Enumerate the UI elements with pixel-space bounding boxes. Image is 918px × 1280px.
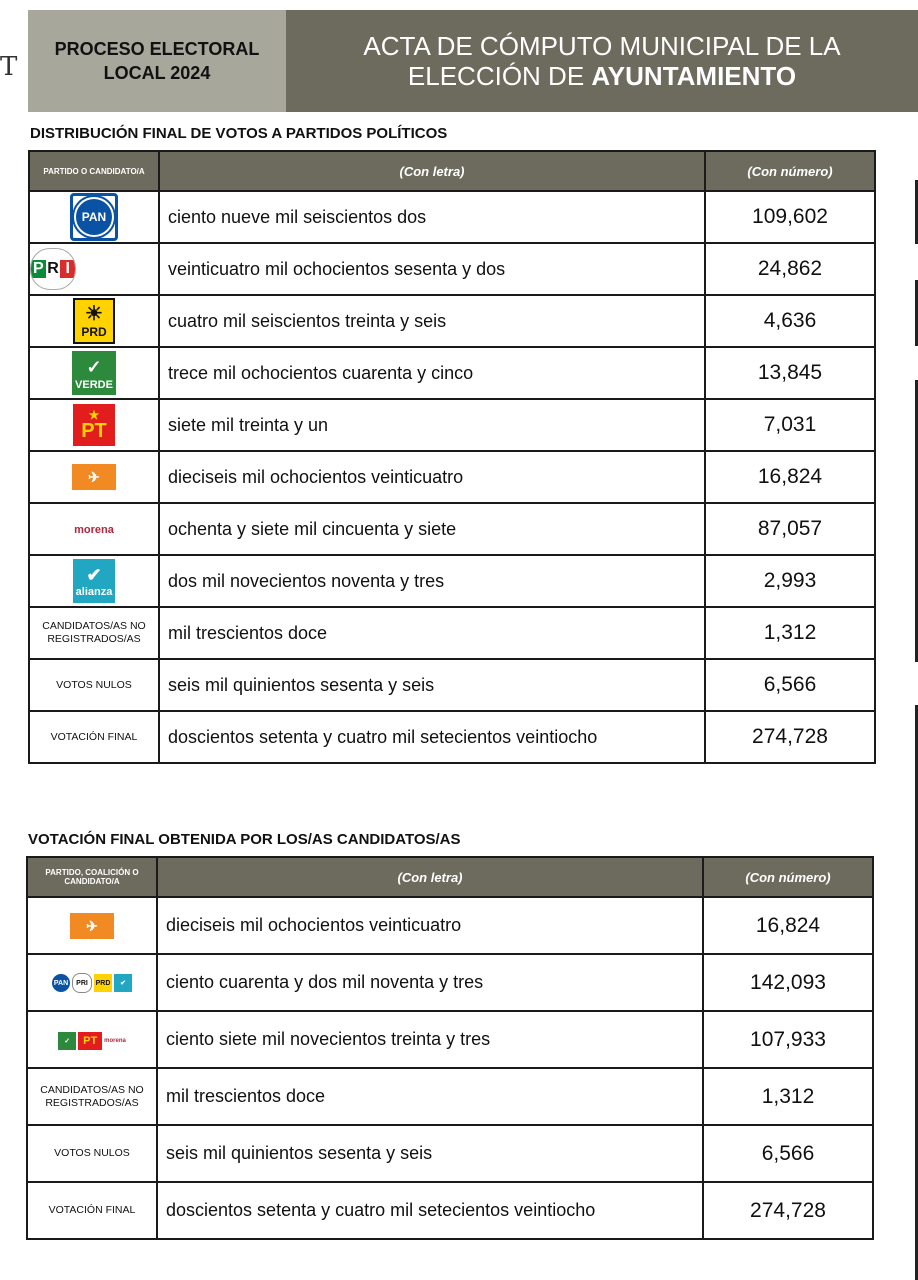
col-party-header: PARTIDO O CANDIDATO/A xyxy=(29,151,159,191)
votes-number: 6,566 xyxy=(703,1125,873,1182)
party-cell xyxy=(29,347,159,399)
table-header-row xyxy=(29,151,875,191)
party-cell xyxy=(29,451,159,503)
process-line2: LOCAL 2024 xyxy=(103,63,211,83)
row-label: CANDIDATOS/AS NO REGISTRADOS/AS xyxy=(29,607,159,659)
document-header xyxy=(28,10,918,112)
votes-letter: doscientos setenta y cuatro mil setecientos veintiocho xyxy=(157,1182,703,1239)
votes-letter: mil trescientos doce xyxy=(159,607,705,659)
table-row xyxy=(29,451,875,503)
table-row xyxy=(29,399,875,451)
party-cell xyxy=(29,243,159,295)
votes-number: 109,602 xyxy=(705,191,875,243)
party-cell xyxy=(29,503,159,555)
row-label: VOTACIÓN FINAL xyxy=(29,711,159,763)
party-cell xyxy=(29,191,159,243)
table-header-row xyxy=(27,857,873,897)
votes-number: 1,312 xyxy=(705,607,875,659)
votes-letter: dos mil novecientos noventa y tres xyxy=(159,555,705,607)
votes-number: 13,845 xyxy=(705,347,875,399)
col-letter-header: (Con letra) xyxy=(159,151,705,191)
process-line1: PROCESO ELECTORAL xyxy=(54,39,260,59)
col-number-header: (Con número) xyxy=(703,857,873,897)
table-row xyxy=(29,555,875,607)
coalition-verde-pt-morena-logo-icon: ✓ PT morena xyxy=(58,1032,126,1050)
row-label: VOTOS NULOS xyxy=(29,659,159,711)
table-row xyxy=(27,1125,873,1182)
votes-number: 1,312 xyxy=(703,1068,873,1125)
votes-number: 16,824 xyxy=(703,897,873,954)
party-cell xyxy=(27,954,157,1011)
party-cell xyxy=(27,1011,157,1068)
table-row xyxy=(27,897,873,954)
votes-number: 7,031 xyxy=(705,399,875,451)
votes-number: 16,824 xyxy=(705,451,875,503)
section1-title: DISTRIBUCIÓN FINAL DE VOTOS A PARTIDOS POLÍTICOS xyxy=(30,125,448,142)
votes-number: 2,993 xyxy=(705,555,875,607)
table-row xyxy=(27,1011,873,1068)
pri-logo-icon: P R I xyxy=(30,248,76,290)
votes-letter: ciento siete mil novecientos treinta y tres xyxy=(157,1011,703,1068)
title-line1: ACTA DE CÓMPUTO MUNICIPAL DE LA xyxy=(363,31,841,61)
title-emphasis: AYUNTAMIENTO xyxy=(591,61,797,91)
votes-number: 87,057 xyxy=(705,503,875,555)
votes-number: 4,636 xyxy=(705,295,875,347)
row-label: VOTOS NULOS xyxy=(27,1125,157,1182)
votes-letter: siete mil treinta y un xyxy=(159,399,705,451)
table-row xyxy=(27,1182,873,1239)
pan-logo-icon: PAN xyxy=(70,193,118,241)
votes-letter: veinticuatro mil ochocientos sesenta y dos xyxy=(159,243,705,295)
title-line2: ELECCIÓN DE xyxy=(407,61,592,91)
table-row xyxy=(29,503,875,555)
table-row xyxy=(29,607,875,659)
votes-letter: doscientos setenta y cuatro mil setecientos veintiocho xyxy=(159,711,705,763)
pt-logo-icon: ★ PT xyxy=(73,404,115,446)
movimiento-ciudadano-logo-icon: ✈ xyxy=(72,464,116,490)
morena-logo-icon: morena xyxy=(74,524,114,536)
party-cell xyxy=(29,295,159,347)
votes-letter: ciento cuarenta y dos mil noventa y tres xyxy=(157,954,703,1011)
votes-letter: dieciseis mil ochocientos veinticuatro xyxy=(157,897,703,954)
votes-letter: ciento nueve mil seiscientos dos xyxy=(159,191,705,243)
party-votes-table xyxy=(28,150,876,764)
table-row xyxy=(29,659,875,711)
votes-letter: ochenta y siete mil cincuenta y siete xyxy=(159,503,705,555)
row-label: CANDIDATOS/AS NO REGISTRADOS/AS xyxy=(27,1068,157,1125)
votes-letter: dieciseis mil ochocientos veinticuatro xyxy=(159,451,705,503)
votes-number: 274,728 xyxy=(705,711,875,763)
votes-number: 24,862 xyxy=(705,243,875,295)
votes-number: 107,933 xyxy=(703,1011,873,1068)
col-party-header: PARTIDO, COALICIÓN O CANDIDATO/A xyxy=(27,857,157,897)
table-row xyxy=(27,1068,873,1125)
votes-letter: seis mil quinientos sesenta y seis xyxy=(157,1125,703,1182)
table-row xyxy=(29,191,875,243)
table-row xyxy=(29,711,875,763)
table-row xyxy=(29,347,875,399)
votes-letter: mil trescientos doce xyxy=(157,1068,703,1125)
process-label xyxy=(28,10,286,112)
votes-letter: cuatro mil seiscientos treinta y seis xyxy=(159,295,705,347)
row-label: VOTACIÓN FINAL xyxy=(27,1182,157,1239)
table-row xyxy=(29,295,875,347)
movimiento-ciudadano-logo-icon: ✈ xyxy=(70,913,114,939)
party-cell xyxy=(29,555,159,607)
col-number-header: (Con número) xyxy=(705,151,875,191)
coalition-pan-pri-prd-logo-icon: PAN PRI PRD ✔ xyxy=(52,973,132,993)
candidate-votes-table xyxy=(26,856,874,1240)
votes-number: 142,093 xyxy=(703,954,873,1011)
institution-logo-fragment: T xyxy=(0,52,18,82)
prd-logo-icon: ☀ PRD xyxy=(73,298,115,344)
alianza-logo-icon: ✔ alianza xyxy=(73,559,115,603)
section2-title: VOTACIÓN FINAL OBTENIDA POR LOS/AS CANDIDATOS/AS xyxy=(28,831,461,848)
document-title xyxy=(286,10,918,112)
votes-letter: trece mil ochocientos cuarenta y cinco xyxy=(159,347,705,399)
table-row xyxy=(27,954,873,1011)
verde-logo-icon: ✓ VERDE xyxy=(72,351,116,395)
votes-letter: seis mil quinientos sesenta y seis xyxy=(159,659,705,711)
col-letter-header: (Con letra) xyxy=(157,857,703,897)
party-cell xyxy=(27,897,157,954)
votes-number: 274,728 xyxy=(703,1182,873,1239)
party-cell xyxy=(29,399,159,451)
table-row xyxy=(29,243,875,295)
votes-number: 6,566 xyxy=(705,659,875,711)
